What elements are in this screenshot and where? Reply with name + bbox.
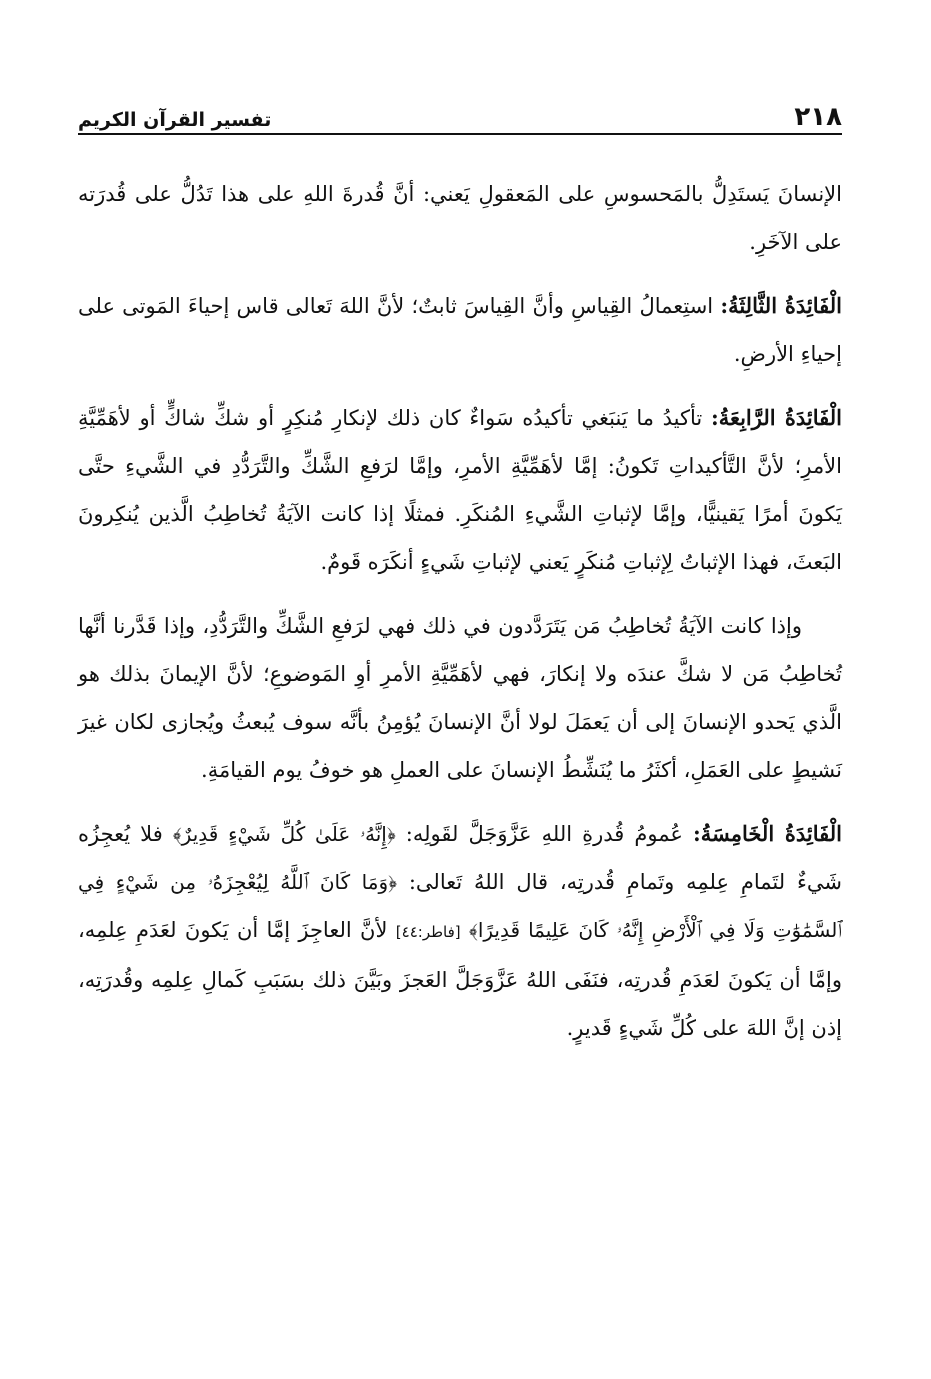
quran-verse-2: ﴿وَمَا كَانَ ٱللَّهُ لِيُعْجِزَهُۥ مِن شَيْءٍ فِي ٱلسَّمَٰوَٰتِ وَلَا فِي ٱلْأَرْضِ إِنَّهُۥ كَانَ عَلِيمًا قَدِيرًا﴾ <box>78 870 842 942</box>
paragraph-3-text: تأكيدُ ما يَنبَغي تأكيدُه سَواءٌ كان ذلك لإنكارِ مُنكِرٍ أو شكِّ شاكٍّ أو لأهَمِّيَّةِ الأمرِ؛ لأنَّ التَّأكيداتِ تَكونُ: إمَّا لأهَمِّيَّةِ الأمرِ، وإمَّا لرَفعِ الشَّكِّ والتَّرَدُّدِ في الشَّيءِ حتَّى يَكونَ أمرًا يَقينيًّا، وإمَّا لإثباتِ الشَّيءِ المُنكَرِ. فمثلًا إذا كانت الآيَةُ تُخاطِبُ الَّذين يُنكِرونَ البَعثَ، فهذا الإثباتُ لِإثباتِ مُنكَرٍ يَعني لإثباتِ شَيءٍ أنكَرَه قَومٌ. <box>78 406 842 574</box>
benefit-3-label: الْفَائِدَةُ الثَّالِثَةُ: <box>720 293 842 318</box>
page-header <box>78 92 842 130</box>
paragraph-1-text: الإنسانَ يَستَدِلُّ بالمَحسوسِ على المَعقولِ يَعني: أنَّ قُدرةَ اللهِ على هذا تَدُلُّ على قُدرَته على الآخَرِ. <box>78 182 842 254</box>
paragraph-4-text: وإذا كانت الآيَةُ تُخاطِبُ مَن يَتَرَدَّدون في ذلك فهي لرَفعِ الشَّكِّ والتَّرَدُّدِ، وإذا قَدَّرنا أنَّها تُخاطِبُ مَن لا شكَّ عندَه ولا إنكارَ، فهي لأهَمِّيَّةِ الأمرِ أوِ المَوضوعِ؛ لأنَّ الإيمانَ بذلك هو الَّذي يَحدو الإنسانَ إلى أن يَعمَلَ لولا أنَّ الإنسانَ يُؤمِنُ بأنَّه سوف يُبعثُ ويُجازى لكان غيرَ نَشيطٍ على العَمَلِ، أكثَرُ ما يُنَشِّطُ الإنسانَ على العملِ هو خوفُ يوم القيامَةِ. <box>78 614 842 782</box>
paragraph-1 <box>78 170 842 266</box>
benefit-5-label: الْفَائِدَةُ الْخَامِسَةُ: <box>692 821 842 846</box>
paragraph-4 <box>78 602 842 794</box>
paragraph-3 <box>78 394 842 586</box>
paragraph-2-text: استِعمالُ القِياسِ وأنَّ القِياسَ ثابتٌ؛ لأنَّ اللهَ تَعالى قاس إحياءَ المَوتى على إحياءِ الأرضِ. <box>78 294 842 366</box>
header-divider <box>78 133 842 135</box>
page-body <box>78 170 842 1068</box>
paragraph-5-text-a: عُمومُ قُدرةِ اللهِ عَزَّوَجَلَّ لقَولِه: <box>405 822 683 846</box>
benefit-4-label: الْفَائِدَةُ الرَّابِعَةُ: <box>710 405 843 430</box>
paragraph-5-text-b: فلا يُعجِزُه شَيءٌ لتَمامِ عِلمِه وتَمامِ قُدرتِه، قال اللهُ تَعالى: <box>78 822 842 894</box>
page-number: ٢١٨ <box>794 102 842 132</box>
verse-reference: [فاطر:٤٤] <box>395 923 461 941</box>
running-title: تفسير القرآن الكريم <box>78 109 272 131</box>
quran-verse-1: ﴿إِنَّهُۥ عَلَىٰ كُلِّ شَيْءٍ قَدِيرٌ﴾ <box>172 822 396 846</box>
paragraph-2 <box>78 282 842 378</box>
paragraph-5-text-c: لأنَّ العاجِزَ إمَّا أن يَكونَ لعَدَمِ عِلمِه، وإمَّا أن يَكونَ لعَدَمِ قُدرتِه، فنَفَى اللهُ عَزَّوَجَلَّ العَجزَ وبَيَّنَ ذلك بسَبَبِ كَمالِ عِلمِه وقُدرَتِه، إذن إنَّ اللهَ على كُلِّ شَيءٍ قَديرٍ. <box>78 918 842 1040</box>
paragraph-5 <box>78 810 842 1052</box>
